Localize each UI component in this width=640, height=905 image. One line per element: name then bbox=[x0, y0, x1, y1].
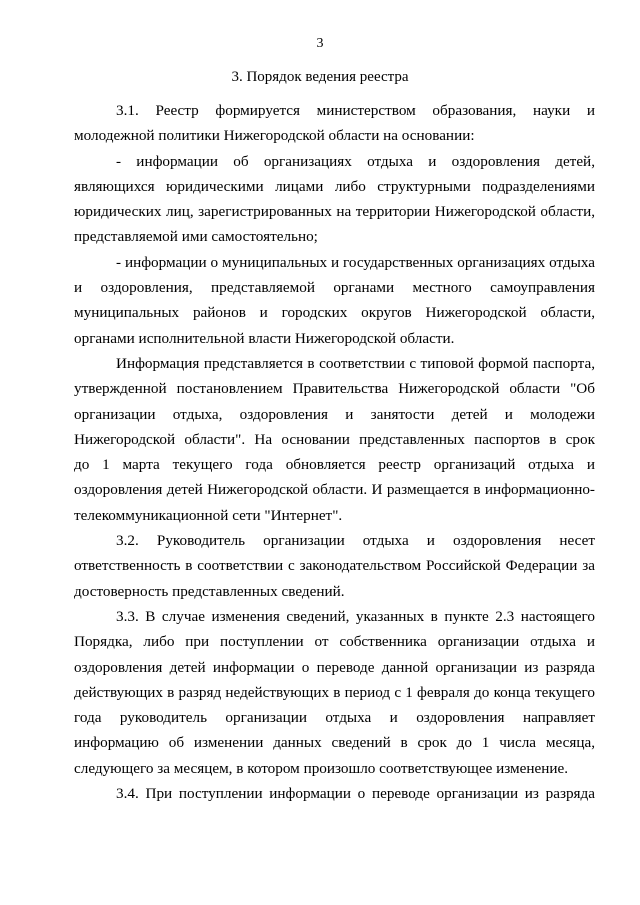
text-line: Нижегородской области". На основании представленных паспортов в срок bbox=[74, 430, 595, 448]
paragraph-3-3 bbox=[74, 604, 595, 781]
text-line: являющихся юридическими лицами либо структурными подразделениями bbox=[74, 177, 595, 195]
paragraph-passport-info bbox=[74, 351, 595, 528]
text-line: 3.2. Руководитель организации отдыха и оздоровления несет bbox=[116, 532, 595, 550]
text-line: представляемой ими самостоятельно; bbox=[74, 228, 318, 246]
text-line: оздоровления детей Нижегородской области. И размещается в информационно- bbox=[74, 481, 595, 499]
text-line: 3.3. В случае изменения сведений, указанных в пункте 2.3 настоящего bbox=[116, 607, 595, 625]
paragraph-3-4 bbox=[74, 781, 595, 806]
text-line: Порядка, либо при поступлении от собственника организации отдыха и bbox=[74, 633, 595, 651]
text-line: телекоммуникационной сети "Интернет". bbox=[74, 506, 343, 524]
text-line: достоверность представленных сведений. bbox=[74, 582, 345, 600]
text-line: организации отдыха, оздоровления и занятости детей и молодежи bbox=[74, 405, 595, 423]
text-line: утвержденной постановлением Правительства Нижегородской области "Об bbox=[74, 380, 595, 398]
text-line: действующих в разряд недействующих в период с 1 февраля до конца текущего bbox=[74, 683, 595, 701]
text-line: и оздоровления, представляемой органами местного самоуправления bbox=[74, 279, 595, 297]
text-line: следующего за месяцем, в котором произошло соответствующее изменение. bbox=[74, 759, 569, 777]
section-title: 3. Порядок ведения реестра bbox=[231, 69, 409, 85]
text-line: - информации о муниципальных и государственных организациях отдыха bbox=[116, 253, 595, 271]
text-line: до 1 марта текущего года обновляется реестр организаций отдыха и bbox=[74, 456, 595, 474]
list-item-municipal-info bbox=[74, 250, 595, 351]
text-line: - информации об организациях отдыха и оздоровления детей, bbox=[116, 152, 595, 170]
text-line: юридических лиц, зарегистрированных на территории Нижегородской области, bbox=[74, 203, 595, 221]
list-item-organizations-info bbox=[74, 149, 595, 250]
text-line: молодежной политики Нижегородской области на основании: bbox=[74, 127, 475, 145]
text-line: информацию об изменении данных сведений в срок до 1 числа месяца, bbox=[74, 734, 595, 752]
text-line: Информация представляется в соответствии с типовой формой паспорта, bbox=[116, 354, 595, 372]
text-line: органами исполнительной власти Нижегородской области. bbox=[74, 329, 455, 347]
text-line: года руководитель организации отдыха и оздоровления направляет bbox=[74, 709, 595, 727]
text-line: 3.4. При поступлении информации о переводе организации из разряда bbox=[116, 785, 595, 803]
text-line: муниципальных районов и городских округов Нижегородской области, bbox=[74, 304, 595, 322]
text-line: ответственность в соответствии с законодательством Российской Федерации за bbox=[74, 557, 595, 575]
document-body bbox=[74, 98, 595, 806]
page-number: 3 bbox=[316, 36, 324, 51]
paragraph-3-2 bbox=[74, 528, 595, 604]
paragraph-3-1 bbox=[74, 98, 595, 149]
text-line: 3.1. Реестр формируется министерством образования, науки и bbox=[116, 102, 595, 119]
text-line: оздоровления детей информации о переводе данной организации из разряда bbox=[74, 658, 595, 676]
